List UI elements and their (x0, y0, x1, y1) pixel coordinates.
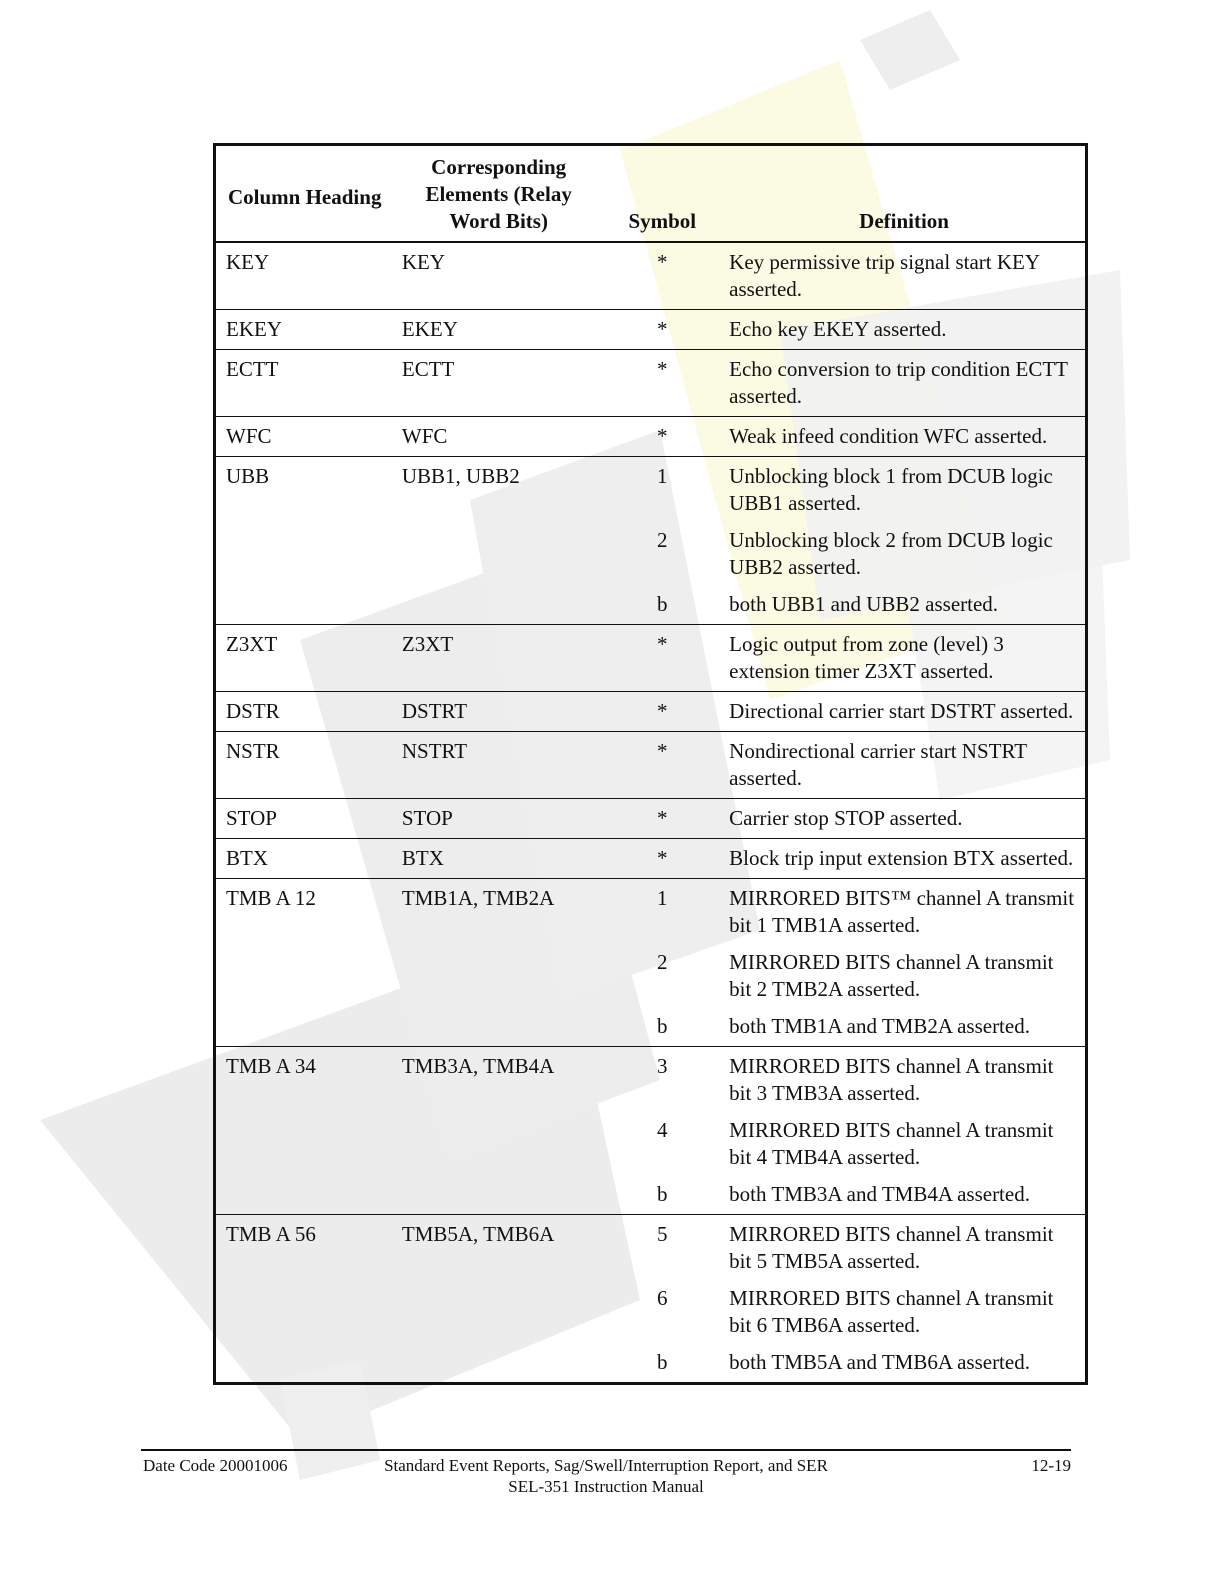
mirrored-bits-term: MIRRORED BITS (729, 950, 891, 974)
header-elements-line2: Elements (Relay (425, 182, 572, 206)
symbol-cell: * (601, 692, 719, 732)
definition-text: channel A transmit bit 6 TMB6A asserted. (729, 1286, 1054, 1337)
column-heading-cell: ECTT (215, 350, 392, 417)
column-heading-cell: BTX (215, 839, 392, 879)
symbol-cell: 1 (601, 457, 719, 524)
column-heading-cell: EKEY (215, 310, 392, 350)
definition-cell: Directional carrier start DSTRT asserted. (719, 692, 1086, 732)
column-heading-cell: TMB A 34 (215, 1047, 392, 1215)
table-row (215, 732, 1087, 799)
column-heading-cell: KEY (215, 242, 392, 310)
definition-cell (719, 1215, 1086, 1282)
table-row (215, 692, 1087, 732)
definition-cell: Carrier stop STOP asserted. (719, 799, 1086, 839)
symbol-cell: b (657, 1350, 668, 1374)
symbol-cell: * (601, 625, 719, 692)
symbol-cell: 1 (601, 879, 719, 946)
elements-cell: WFC (392, 417, 602, 457)
mirrored-bits-term: MIRRORED BITS™ (729, 886, 912, 910)
mirrored-bits-term: MIRRORED BITS (729, 1118, 891, 1142)
column-heading-cell: NSTR (215, 732, 392, 799)
definition-cell: Block trip input extension BTX asserted. (719, 839, 1086, 879)
elements-cell: ECTT (392, 350, 602, 417)
footer-date-code: Date Code 20001006 (143, 1456, 288, 1475)
table-row (215, 417, 1087, 457)
mirrored-bits-term: MIRRORED BITS (729, 1222, 891, 1246)
symbol-cell: * (601, 839, 719, 879)
header-column-heading: Column Heading (215, 145, 392, 243)
elements-cell: KEY (392, 242, 602, 310)
footer-manual-title: SEL-351 Instruction Manual (508, 1477, 704, 1496)
definition-cell: both TMB3A and TMB4A asserted. (719, 1177, 1086, 1215)
symbol-cell: 3 (601, 1047, 719, 1114)
symbol-cell: * (601, 242, 719, 310)
definition-cell: both UBB1 and UBB2 asserted. (719, 587, 1086, 625)
symbol-cell: * (601, 350, 719, 417)
symbol-cell: 4 (657, 1118, 668, 1142)
footer-rule (141, 1449, 1071, 1451)
elements-cell: BTX (392, 839, 602, 879)
definition-text: channel A transmit bit 4 TMB4A asserted. (729, 1118, 1054, 1169)
symbol-cell: b (601, 587, 719, 625)
elements-cell: EKEY (392, 310, 602, 350)
table-row (215, 799, 1087, 839)
header-definition: Definition (719, 145, 1086, 243)
symbol-cell: * (601, 417, 719, 457)
table-row (215, 839, 1087, 879)
symbol-cell: * (601, 732, 719, 799)
column-heading-cell: TMB A 12 (215, 879, 392, 1047)
definition-cell (719, 1113, 1086, 1177)
symbol-cell: 5 (601, 1215, 719, 1282)
symbol-cell: * (601, 310, 719, 350)
table-row (215, 310, 1087, 350)
header-corresponding-elements (392, 145, 602, 243)
symbol-cell: 6 (657, 1286, 668, 1310)
mirrored-bits-term: MIRRORED BITS (729, 1286, 891, 1310)
table-row (215, 625, 1087, 692)
table-header-row (215, 145, 1087, 243)
definition-text: channel A transmit bit 2 TMB2A asserted. (729, 950, 1054, 1001)
definition-cell (719, 1281, 1086, 1345)
definition-text: channel A transmit bit 1 TMB1A asserted. (729, 886, 1075, 937)
elements-cell: TMB1A, TMB2A (392, 879, 602, 1047)
table-row (215, 1215, 1087, 1282)
column-heading-cell: Z3XT (215, 625, 392, 692)
table-row (215, 242, 1087, 310)
column-heading-cell: DSTR (215, 692, 392, 732)
definition-cell (719, 1047, 1086, 1114)
header-symbol: Symbol (601, 145, 719, 243)
definition-cell (719, 879, 1086, 946)
mirrored-bits-term: MIRRORED BITS (729, 1054, 891, 1078)
definition-cell: Weak infeed condition WFC asserted. (719, 417, 1086, 457)
definition-cell: Unblocking block 1 from DCUB logic UBB1 asserted. (719, 457, 1086, 524)
definition-cell: both TMB5A and TMB6A asserted. (729, 1350, 1030, 1374)
definition-cell: Nondirectional carrier start NSTRT asserted. (719, 732, 1086, 799)
header-elements-line1: Corresponding (431, 155, 567, 179)
symbol-cell: b (601, 1177, 719, 1215)
table-row (215, 457, 1087, 524)
table-row (215, 350, 1087, 417)
table-row (215, 879, 1087, 946)
column-heading-cell: UBB (215, 457, 392, 625)
elements-cell: TMB3A, TMB4A (392, 1047, 602, 1215)
footer-page-number: 12-19 (1031, 1456, 1071, 1475)
definition-cell: Echo conversion to trip condition ECTT asserted. (719, 350, 1086, 417)
elements-cell: STOP (392, 799, 602, 839)
elements-cell: Z3XT (392, 625, 602, 692)
definition-text: channel A transmit bit 5 TMB5A asserted. (729, 1222, 1054, 1273)
symbol-cell: b (601, 1009, 719, 1047)
header-elements-line3: Word Bits) (449, 209, 548, 233)
elements-cell: NSTRT (392, 732, 602, 799)
symbol-cell: 2 (657, 950, 668, 974)
definition-cell: Logic output from zone (level) 3 extension timer Z3XT asserted. (719, 625, 1086, 692)
symbol-cell: 2 (657, 528, 668, 552)
definition-cell: Key permissive trip signal start KEY asserted. (719, 242, 1086, 310)
symbol-cell: * (601, 799, 719, 839)
elements-cell: DSTRT (392, 692, 602, 732)
definition-cell: Unblocking block 2 from DCUB logic UBB2 asserted. (729, 528, 1053, 579)
column-heading-cell: TMB A 56 (215, 1215, 392, 1384)
elements-cell: UBB1, UBB2 (392, 457, 602, 625)
footer-section-title: Standard Event Reports, Sag/Swell/Interruption Report, and SER (384, 1456, 828, 1475)
table-row (215, 1047, 1087, 1114)
column-heading-cell: WFC (215, 417, 392, 457)
column-heading-cell: STOP (215, 799, 392, 839)
elements-cell: TMB5A, TMB6A (392, 1215, 602, 1384)
definition-text: channel A transmit bit 3 TMB3A asserted. (729, 1054, 1054, 1105)
definition-cell: both TMB1A and TMB2A asserted. (719, 1009, 1086, 1047)
definition-cell: Echo key EKEY asserted. (719, 310, 1086, 350)
relay-word-bits-table (213, 143, 1088, 1385)
definition-cell (719, 945, 1086, 1009)
